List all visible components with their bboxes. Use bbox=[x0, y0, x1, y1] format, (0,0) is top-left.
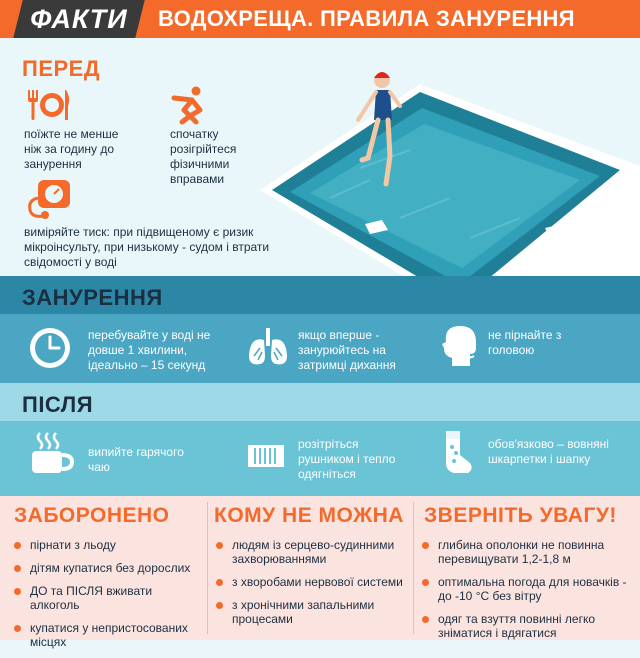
list-item-text: процесами bbox=[232, 612, 293, 626]
tip-line: шкарпетки і шапку bbox=[488, 452, 591, 466]
dive-section bbox=[0, 276, 640, 383]
list-item-text: дітям купатися без дорослих bbox=[30, 561, 191, 575]
bullet-dot bbox=[216, 602, 223, 609]
list-item bbox=[8, 621, 204, 649]
fakty-logo[interactable] bbox=[13, 0, 144, 38]
bullet-dot bbox=[14, 565, 21, 572]
header-bar bbox=[0, 0, 640, 38]
list-item bbox=[416, 612, 638, 640]
tip-line: мікроінсульту, при низькому - судом і втрати bbox=[24, 240, 270, 254]
tip-line: чаю bbox=[88, 460, 110, 474]
after-title: ПІСЛЯ bbox=[22, 392, 94, 417]
lungs-icon bbox=[246, 326, 290, 368]
column-divider bbox=[413, 502, 414, 634]
bullet-dot bbox=[14, 625, 21, 632]
tip-line: довше 1 хвилини, bbox=[88, 343, 188, 357]
list-item-text: одяг та взуття повинні легко bbox=[438, 612, 596, 626]
list-item-text: зніматися і вдягатися bbox=[438, 626, 557, 640]
dive-tip-time bbox=[88, 328, 210, 373]
forbidden-list bbox=[8, 538, 204, 658]
list-item-text: глибина ополонки не повинна bbox=[438, 538, 605, 552]
tip-line: якщо вперше - bbox=[298, 328, 380, 342]
list-item-text: місцях bbox=[30, 635, 67, 649]
list-item-text: ДО та ПІСЛЯ вживати алкоголь bbox=[30, 584, 153, 612]
list-item-text: захворюваннями bbox=[232, 552, 327, 566]
list-item bbox=[8, 538, 204, 552]
tip-line: ніж за годину до bbox=[24, 142, 115, 156]
after-section bbox=[0, 383, 640, 496]
tip-line: занурюйтесь на bbox=[298, 343, 386, 357]
tip-line: спочатку bbox=[170, 127, 219, 141]
before-tip-pressure bbox=[24, 225, 269, 270]
attention-list bbox=[416, 538, 638, 649]
bullet-dot bbox=[422, 579, 429, 586]
blood-pressure-monitor-icon bbox=[24, 178, 72, 220]
list-item-text: з хворобами нервової системи bbox=[232, 575, 403, 589]
tip-line: перебувайте у воді не bbox=[88, 328, 211, 342]
hot-cup-icon bbox=[28, 429, 74, 475]
before-tip-warmup bbox=[170, 127, 236, 187]
bullet-dot bbox=[422, 616, 429, 623]
tip-line: розітріться bbox=[298, 437, 359, 451]
tip-line: свідомості у воді bbox=[24, 255, 117, 269]
list-item-text: перевищувати 1,2-1,8 м bbox=[438, 552, 571, 566]
list-item-text: пірнати з льоду bbox=[30, 538, 116, 552]
page-title: ВОДОХРЕЩА. ПРАВИЛА ЗАНУРЕННЯ bbox=[158, 6, 575, 31]
after-tip-socks bbox=[488, 437, 609, 467]
forbidden-title: ЗАБОРОНЕНО bbox=[14, 504, 170, 527]
list-item bbox=[8, 584, 204, 612]
tip-line: вправами bbox=[170, 172, 225, 186]
list-item-text: оптимальна погода для новачків - bbox=[438, 575, 627, 589]
list-item-text: до -10 °С без вітру bbox=[438, 589, 542, 603]
before-title: ПЕРЕД bbox=[22, 56, 101, 81]
ice-hole-illustration bbox=[250, 48, 640, 310]
dive-tip-head bbox=[488, 328, 561, 358]
tip-line: не пірнайте з bbox=[488, 328, 562, 342]
dive-title-bar bbox=[0, 276, 640, 314]
tip-line: фізичними bbox=[170, 157, 230, 171]
tip-line: головою bbox=[488, 343, 535, 357]
tip-line: одягніться bbox=[298, 467, 356, 481]
after-tip-tea bbox=[88, 445, 184, 475]
dive-tip-breath bbox=[298, 328, 396, 373]
bullet-dot bbox=[216, 542, 223, 549]
socks-icon bbox=[440, 429, 474, 475]
tip-line: поїжте не менше bbox=[24, 127, 119, 141]
tip-line: виміряйте тиск: при підвищеному є ризик bbox=[24, 225, 254, 239]
before-tip-eat bbox=[24, 127, 118, 172]
head-silhouette-icon bbox=[440, 324, 480, 368]
tip-line: рушником і тепло bbox=[298, 452, 396, 466]
column-divider bbox=[207, 502, 208, 634]
dive-title: ЗАНУРЕННЯ bbox=[22, 285, 163, 310]
after-title-bar bbox=[0, 383, 640, 421]
towel-icon bbox=[246, 443, 286, 469]
list-item-text: людям із серцево-судинними bbox=[232, 538, 395, 552]
tip-line: затримці дихання bbox=[298, 358, 396, 372]
after-tip-towel bbox=[298, 437, 395, 482]
list-item-text: купатися у непристосованих bbox=[30, 621, 188, 635]
list-item bbox=[210, 598, 410, 626]
bullet-dot bbox=[14, 588, 21, 595]
tip-line: випийте гарячого bbox=[88, 445, 184, 459]
attention-title: ЗВЕРНІТЬ УВАГУ! bbox=[424, 504, 617, 527]
bullet-dot bbox=[422, 542, 429, 549]
not-allowed-list bbox=[210, 538, 410, 635]
logo-text: ФАКТИ bbox=[30, 4, 128, 34]
list-item bbox=[416, 575, 638, 603]
tip-line: занурення bbox=[24, 157, 82, 171]
stretching-person-icon bbox=[170, 86, 206, 124]
clock-icon bbox=[28, 326, 72, 370]
tip-line: розігрійтеся bbox=[170, 142, 237, 156]
bullet-dot bbox=[14, 542, 21, 549]
list-item-text: з хронічними запальними bbox=[232, 598, 375, 612]
tip-line: обов'язково – вовняні bbox=[488, 437, 609, 451]
list-item bbox=[416, 538, 638, 566]
utensils-icon bbox=[24, 88, 72, 122]
list-item bbox=[210, 538, 410, 566]
before-section bbox=[0, 38, 640, 276]
bullet-dot bbox=[216, 579, 223, 586]
not-allowed-title: КОМУ НЕ МОЖНА bbox=[214, 504, 404, 527]
list-item bbox=[210, 575, 410, 589]
list-item bbox=[8, 561, 204, 575]
tip-line: ідеально – 15 секунд bbox=[88, 358, 206, 372]
